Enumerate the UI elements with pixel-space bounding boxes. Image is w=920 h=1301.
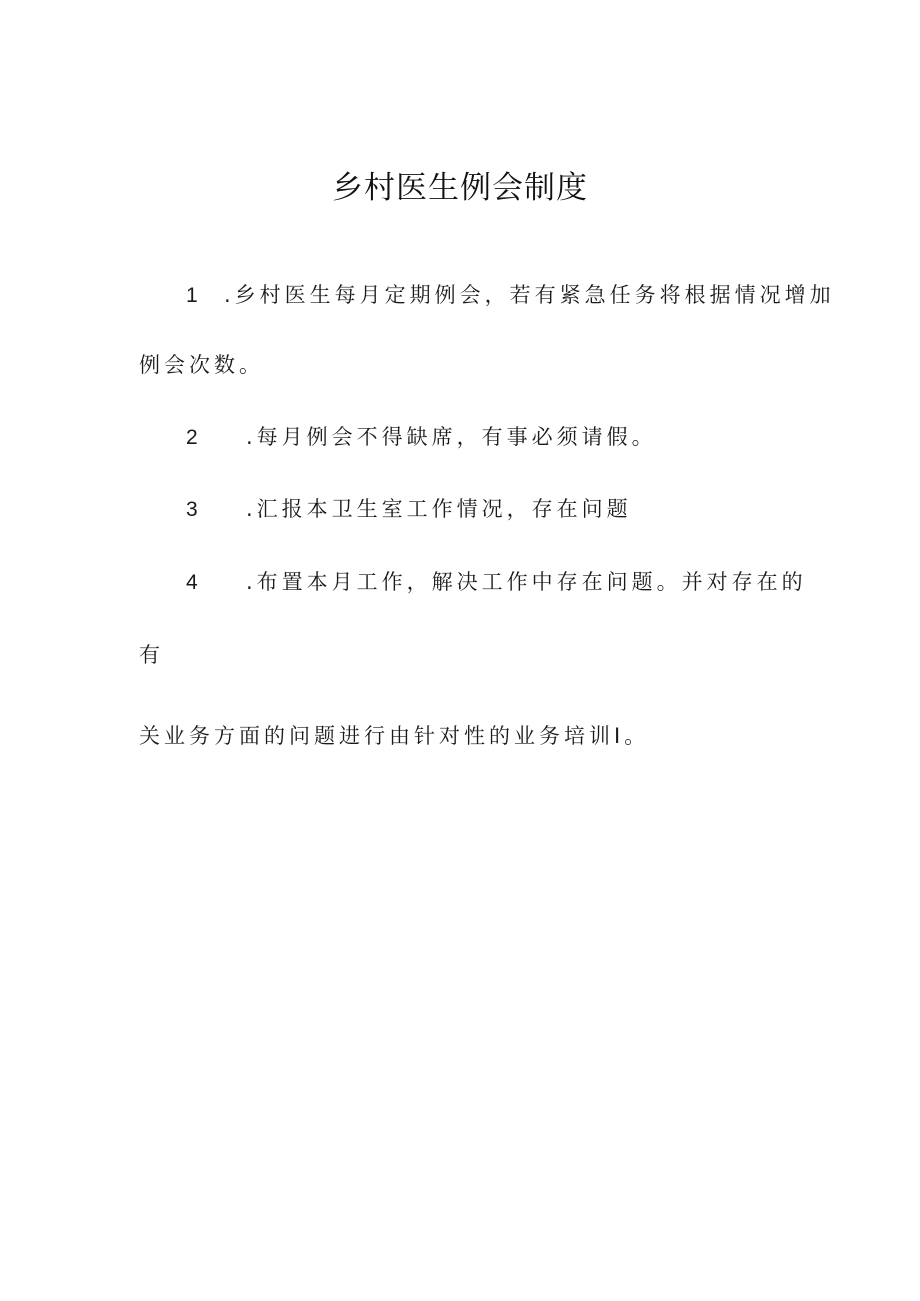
list-item-2 [186, 422, 657, 453]
list-item-1-line-1 [186, 280, 835, 311]
list-item-3 [186, 494, 632, 525]
list-item-4-line-1 [186, 567, 807, 598]
list-item-3-text: .汇报本卫生室工作情况，存在问题 [246, 497, 632, 521]
list-item-3-number: 3 [186, 498, 198, 521]
document-title: 乡村医生例会制度 [332, 170, 588, 206]
list-item-4-line-2: 有 [139, 643, 164, 667]
list-item-2-number: 2 [186, 426, 198, 449]
list-item-4-line-3: 关业务方面的问题进行由针对性的业务培训I。 [139, 724, 650, 748]
list-item-2-text: .每月例会不得缺席，有事必须请假。 [246, 425, 657, 449]
list-item-4-number: 4 [186, 571, 198, 594]
list-item-1-text: .乡村医生每月定期例会，若有紧急任务将根据情况增加 [224, 283, 835, 307]
list-item-1-number: 1 [186, 284, 198, 307]
list-item-1-line-2: 例会次数。 [139, 353, 264, 377]
list-item-4-text: .布置本月工作，解决工作中存在问题。并对存在的 [246, 570, 807, 594]
